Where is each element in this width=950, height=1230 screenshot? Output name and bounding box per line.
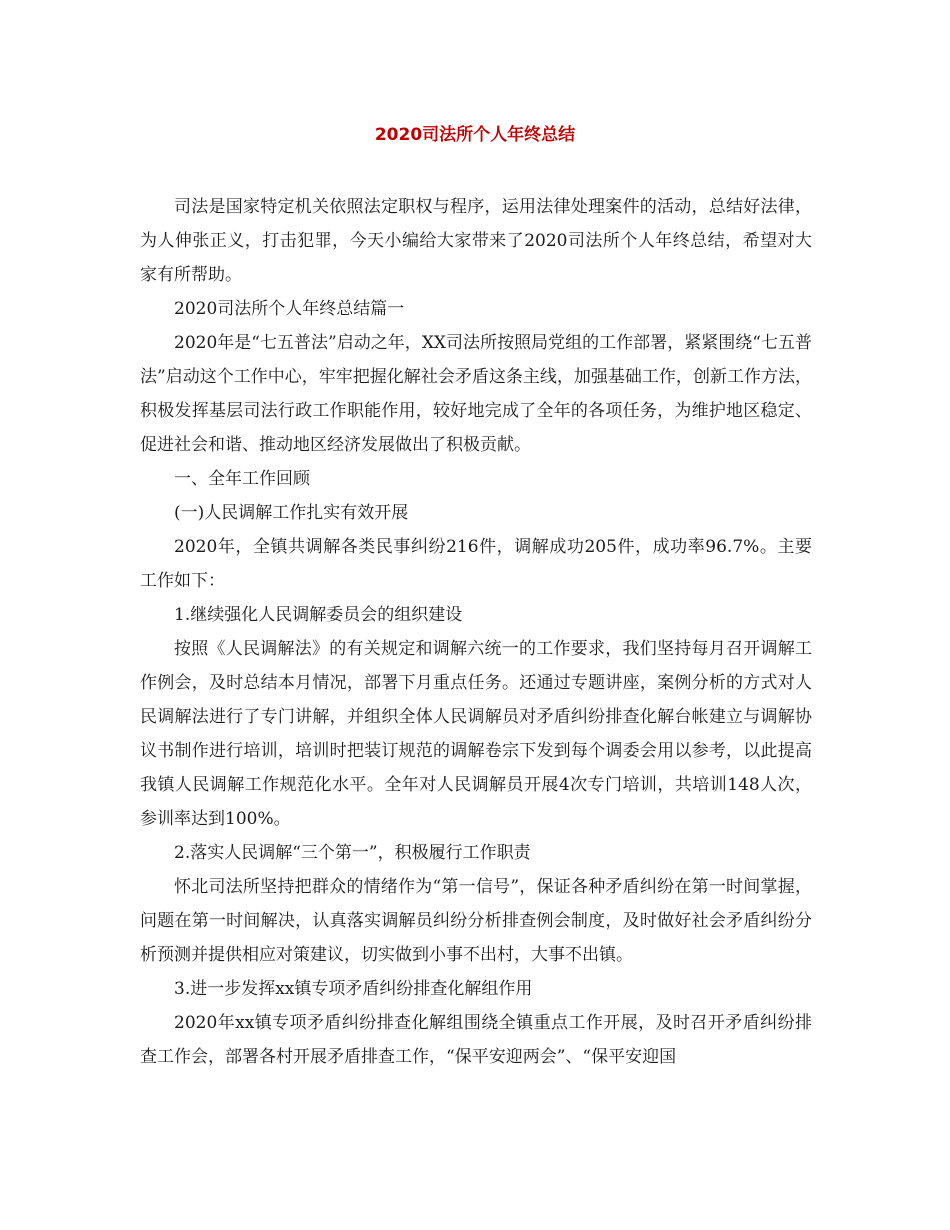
document-title: 2020司法所个人年终总结 [374,125,576,145]
item-heading: 2.落实人民调解“三个第一”，积极履行工作职责 [174,843,531,863]
body-paragraph: 2020年xx镇专项矛盾纠纷排查化解组围绕全镇重点工作开展，及时召开矛盾纠纷排查工作会，部署各村开展矛盾排查工作，“保平安迎两会”、“保平安迎国 [140,1013,812,1067]
subsection-heading: (一)人民调解工作扎实有效开展 [174,503,409,523]
body-paragraph: 2020年，全镇共调解各类民事纠纷216件，调解成功205件，成功率96.7%。主要工作如下： [140,537,812,591]
section-heading: 一、全年工作回顾 [174,469,310,489]
item-heading: 3.进一步发挥xx镇专项矛盾纠纷排查化解组作用 [174,979,533,999]
item-heading: 1.继续强化人民调解委员会的组织建设 [174,605,463,625]
document-body [140,190,812,1074]
body-paragraph: 2020年是“七五普法”启动之年，XX司法所按照局党组的工作部署，紧紧围绕“七五普法”启动这个工作中心，牢牢把握化解社会矛盾这条主线，加强基础工作，创新工作方法，积极发挥基层司法行政工作职能作用，较好地完成了全年的各项任务，为维护地区稳定、促进社会和谐、推动地区经济发展做出了积极贡献。 [140,333,812,455]
body-paragraph: 按照《人民调解法》的有关规定和调解六统一的工作要求，我们坚持每月召开调解工作例会，及时总结本月情况，部署下月重点任务。还通过专题讲座，案例分析的方式对人民调解法进行了专门讲解，并组织全体人民调解员对矛盾纠纷排查化解台帐建立与调解协议书制作进行培训，培训时把装订规范的调解卷宗下发到每个调委会用以参考，以此提高我镇人民调解工作规范化水平。全年对人民调解员开展4次专门培训，共培训148人次，参训率达到100%。 [140,639,812,829]
intro-paragraph: 司法是国家特定机关依照法定职权与程序，运用法律处理案件的活动，总结好法律，为人伸张正义，打击犯罪，今天小编给大家带来了2020司法所个人年终总结，希望对大家有所帮助。 [140,197,812,285]
body-paragraph: 怀北司法所坚持把群众的情绪作为“第一信号”，保证各种矛盾纠纷在第一时间掌握，问题在第一时间解决，认真落实调解员纠纷分析排查例会制度，及时做好社会矛盾纠纷分析预测并提供相应对策建议，切实做到小事不出村，大事不出镇。 [140,877,812,965]
section-heading: 2020司法所个人年终总结篇一 [174,299,405,319]
